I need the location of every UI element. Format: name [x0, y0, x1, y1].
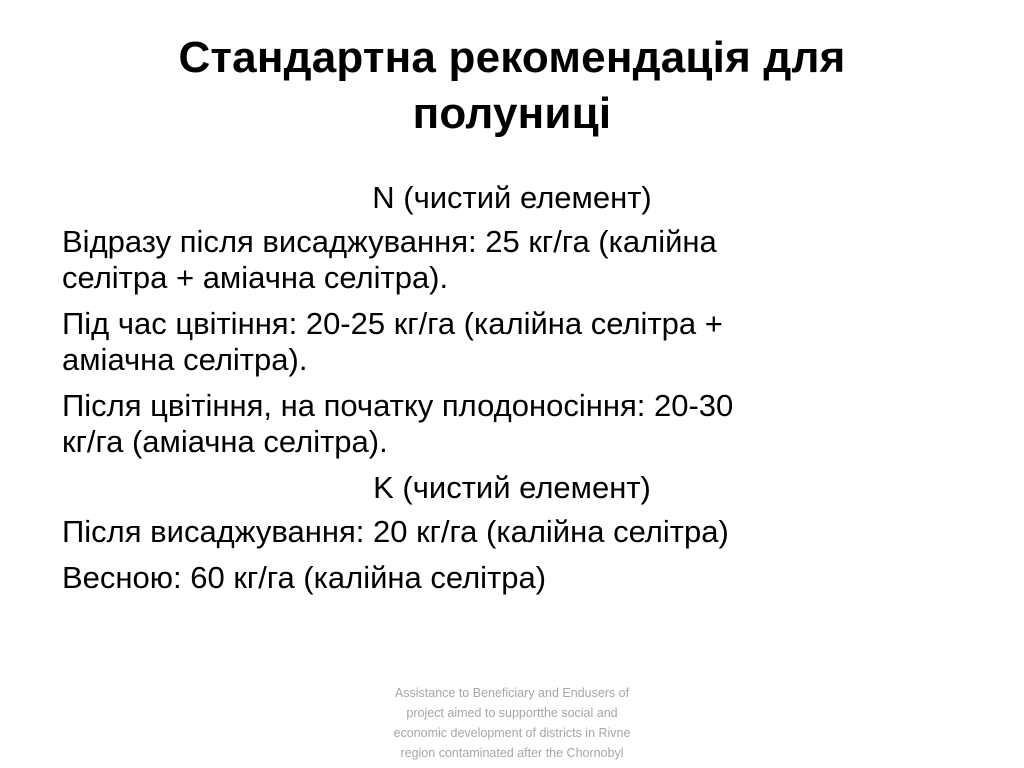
n-item-after-flowering-line-1: Після цвітіння, на початку плодоносіння: 20-30: [62, 388, 734, 423]
footer-line-3: economic development of districts in Rivne: [393, 726, 631, 740]
footer-line-2: project aimed to supportthe social and: [406, 706, 618, 720]
n-item-flowering-line-2: аміачна селітра).: [62, 342, 308, 377]
k-item-spring: Весною: 60 кг/га (калійна селітра): [62, 560, 547, 595]
n-section-heading: N (чистий елемент): [372, 180, 652, 215]
n-item-after-planting: [62, 224, 962, 296]
footer-line-1: Assistance to Beneficiary and Endusers of: [394, 686, 630, 700]
n-item-flowering: [62, 306, 962, 378]
slide-content: [62, 180, 962, 606]
n-item-after-flowering-line-2: кг/га (аміачна селітра).: [62, 424, 388, 459]
n-item-after-flowering: [62, 388, 962, 460]
n-item-after-planting-line-2: селітра + аміачна селітра).: [62, 260, 449, 295]
slide-title-line-1: Стандартна рекомендація для: [178, 33, 846, 82]
slide-title: [60, 30, 964, 142]
slide-title-line-2: полуниці: [412, 89, 612, 138]
k-section-heading: K (чистий елемент): [373, 470, 651, 505]
n-item-after-planting-line-1: Відразу після висаджування: 25 кг/га (калійна: [62, 224, 717, 259]
k-item-after-planting: Після висаджування: 20 кг/га (калійна селітра): [62, 514, 729, 549]
n-item-flowering-line-1: Під час цвітіння: 20-25 кг/га (калійна селітра +: [62, 306, 723, 341]
slide-footer-note: [352, 683, 672, 763]
footer-line-4: region contaminated after the Chornobyl: [400, 746, 624, 760]
